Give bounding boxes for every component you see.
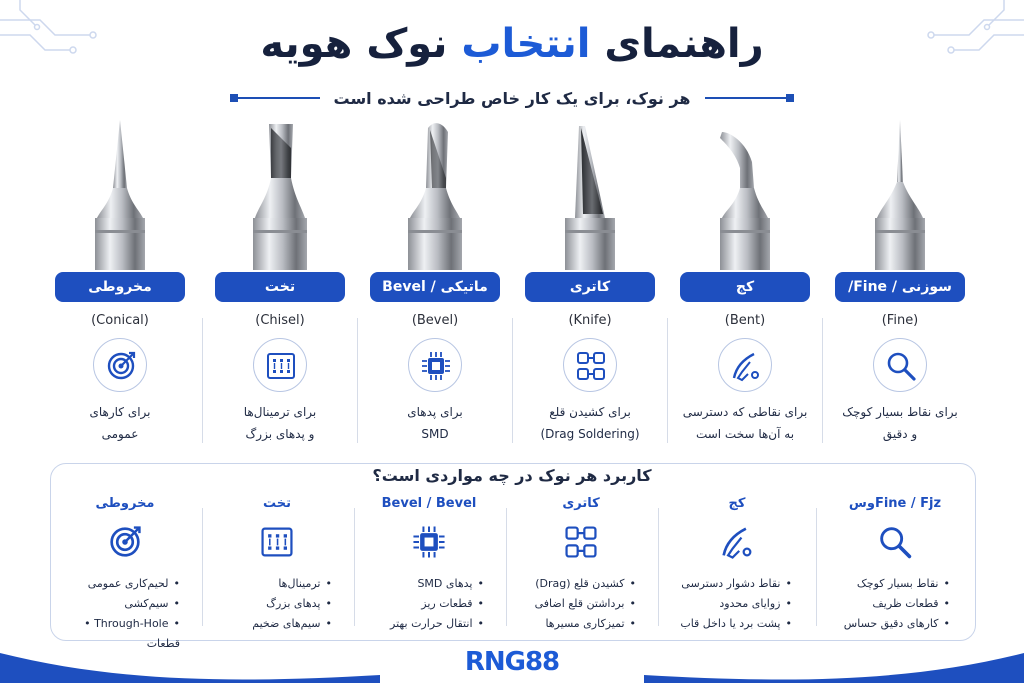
list-item: • کشیدن قلع (Drag) (506, 574, 636, 594)
tip-desc-line-2: و پدهای بزرگ (245, 427, 315, 441)
tip-english-name: (Knife) (568, 313, 612, 328)
magnifier-icon (875, 522, 915, 562)
tip-desc-line-1: برای پدهای (407, 405, 463, 419)
tip-desc-line-2: عمومی (101, 427, 139, 441)
brand-logo[interactable]: RNG88 (464, 647, 560, 677)
drag-board-icon (563, 338, 617, 392)
usage-column-conical (50, 496, 200, 650)
tip-desc-line-1: برای کشیدن قلع (549, 405, 631, 419)
usage-column-title: Bevel / Bevel (381, 496, 477, 511)
list-item: • برداشتن قلع اضافی (506, 594, 636, 614)
fine-tip-image (863, 118, 937, 270)
tip-description (370, 401, 500, 445)
conical-tip-image (83, 118, 157, 270)
tip-description (680, 401, 810, 445)
list-item: • انتقال حرارت بهتر (354, 614, 484, 634)
tip-label: سوزنی / Fine/ (835, 272, 965, 302)
tip-description (525, 401, 655, 445)
title-accent: انتخاب (461, 21, 591, 67)
list-item: • نقاط دشوار دسترسی (662, 574, 792, 594)
tip-label: مخروطی (55, 272, 185, 302)
usage-column-title: مخروطی (95, 496, 155, 511)
terminal-board-icon (257, 522, 297, 562)
bent-tip-icon (717, 522, 757, 562)
magnifier-icon (873, 338, 927, 392)
tip-desc-line-2: (Drag Soldering) (540, 427, 640, 441)
tip-card-conical[interactable] (55, 118, 185, 448)
tip-label: کاتری (525, 272, 655, 302)
tip-english-name: (Fine) (881, 313, 919, 328)
usage-column-bent (662, 496, 812, 631)
tip-label: تخت (215, 272, 345, 302)
usage-column-title: کاتری (562, 496, 600, 511)
bent-tip-image (708, 118, 782, 270)
tip-english-name: (Bevel) (411, 313, 459, 328)
tip-desc-line-1: برای نقاطی که دسترسی (682, 405, 808, 419)
divider (816, 508, 817, 626)
chip-icon (408, 338, 462, 392)
list-item: • قطعات ریز (354, 594, 484, 614)
list-item: • Through-Hole • قطعات (50, 614, 180, 654)
list-item: • تمیزکاری مسیرها (506, 614, 636, 634)
tip-desc-line-2: به آن‌ها سخت است (695, 427, 795, 441)
terminal-board-icon (253, 338, 307, 392)
list-item: • زوایای محدود (662, 594, 792, 614)
usage-column-chisel (202, 496, 352, 631)
usage-column-title: Fine / Fjzوس (848, 496, 942, 511)
usage-column-title: کج (728, 496, 746, 511)
tip-label: کج (680, 272, 810, 302)
subtitle-line-right (705, 97, 795, 99)
list-item: • سیم‌کشی (50, 594, 180, 614)
list-item: • قطعات ظریف (820, 594, 950, 614)
title-part-2: نوک هویه (260, 21, 462, 67)
tip-card-chisel[interactable] (215, 118, 345, 448)
subtitle-text: هر نوک، برای یک کار خاص طراحی شده است (333, 88, 691, 108)
list-item: • کارهای دقیق حساس (820, 614, 950, 634)
knife-tip-image (553, 118, 627, 270)
tip-desc-line-1: برای کارهای (89, 405, 151, 419)
list-item: • پدهای بزرگ (202, 594, 332, 614)
chisel-tip-image (243, 118, 317, 270)
list-item: • لحیم‌کاری عمومی (50, 574, 180, 594)
list-item: • ترمینال‌ها (202, 574, 332, 594)
tip-description (835, 401, 965, 445)
tip-card-fine[interactable] (835, 118, 965, 448)
list-item: • پدهای SMD (354, 574, 484, 594)
tip-english-name: (Bent) (724, 313, 766, 328)
title-part-1: راهنمای (590, 21, 764, 67)
divider (822, 318, 823, 443)
tip-desc-line-2: و دقیق (882, 427, 918, 441)
tip-desc-line-2: SMD (421, 427, 449, 441)
tip-card-bent[interactable] (680, 118, 810, 448)
list-item: • سیم‌های ضخیم (202, 614, 332, 634)
drag-board-icon (561, 522, 601, 562)
page-title (0, 14, 1024, 74)
tip-english-name: (Chisel) (255, 313, 305, 328)
usage-column-title: تخت (262, 496, 291, 511)
divider (357, 318, 358, 443)
target-icon (93, 338, 147, 392)
subtitle-line-left (230, 97, 320, 99)
tip-desc-line-1: برای نقاط بسیار کوچک (842, 405, 958, 419)
subtitle (230, 86, 794, 110)
bevel-tip-image (398, 118, 472, 270)
tip-label: ماتیکی / Bevel (370, 272, 500, 302)
usage-column-fine (820, 496, 970, 631)
bent-tip-icon (718, 338, 772, 392)
tip-english-name: (Conical) (91, 313, 149, 328)
divider (202, 318, 203, 443)
tip-desc-line-1: برای ترمینال‌ها (243, 405, 317, 419)
usage-column-knife (506, 496, 656, 631)
tips-row (55, 118, 975, 448)
list-item: • پشت برد یا داخل قاب (662, 614, 792, 634)
chip-icon (409, 522, 449, 562)
usage-panel-title-text: کاربرد هر نوک در چه مواردی است؟ (360, 466, 663, 485)
usage-column-bevel (354, 496, 504, 631)
divider (667, 318, 668, 443)
tip-card-knife[interactable] (525, 118, 655, 448)
tip-card-bevel[interactable] (370, 118, 500, 448)
usage-panel-title (0, 466, 1024, 485)
divider (512, 318, 513, 443)
target-icon (105, 522, 145, 562)
tip-description (215, 401, 345, 445)
divider (658, 508, 659, 626)
tip-description (55, 401, 185, 445)
list-item: • نقاط بسیار کوچک (820, 574, 950, 594)
